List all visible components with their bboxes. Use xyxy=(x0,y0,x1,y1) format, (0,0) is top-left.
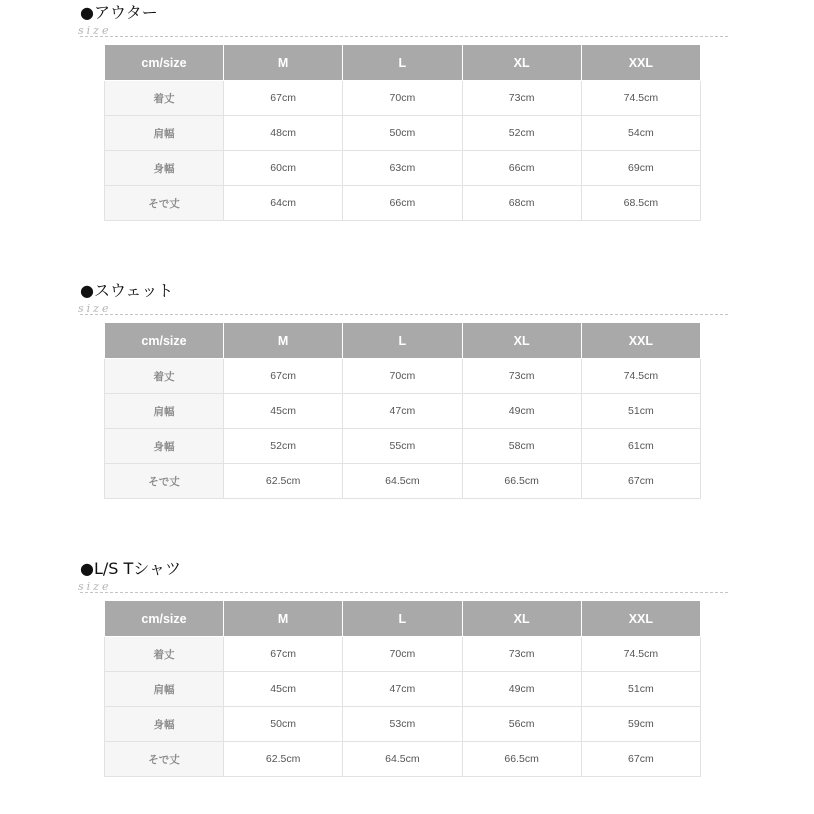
table-cell: 48cm xyxy=(224,116,343,151)
table-cell: 68cm xyxy=(462,186,581,221)
size-header-l: L xyxy=(343,45,462,81)
size-table xyxy=(104,600,701,777)
table-cell: 51cm xyxy=(581,672,700,707)
table-cell: 54cm xyxy=(581,116,700,151)
table-cell: 73cm xyxy=(462,637,581,672)
table-cell: 51cm xyxy=(581,394,700,429)
size-header-l: L xyxy=(343,323,462,359)
size-table xyxy=(104,322,701,499)
table-row xyxy=(105,637,701,672)
section-subtitle: size xyxy=(78,302,112,315)
table-cell: 52cm xyxy=(224,429,343,464)
section-title: ●L/S Tシャツ xyxy=(80,559,181,578)
row-label: 肩幅 xyxy=(105,672,224,707)
row-label: 着丈 xyxy=(105,359,224,394)
table-header-row xyxy=(105,323,701,359)
table-cell: 70cm xyxy=(343,359,462,394)
table-cell: 74.5cm xyxy=(581,637,700,672)
row-label: そで丈 xyxy=(105,464,224,499)
table-cell: 64.5cm xyxy=(343,742,462,777)
row-label: そで丈 xyxy=(105,742,224,777)
table-cell: 49cm xyxy=(462,672,581,707)
table-row xyxy=(105,464,701,499)
table-header-row xyxy=(105,601,701,637)
row-label: 身幅 xyxy=(105,707,224,742)
table-cell: 61cm xyxy=(581,429,700,464)
table-cell: 73cm xyxy=(462,359,581,394)
size-header-xl: XL xyxy=(462,45,581,81)
table-cell: 47cm xyxy=(343,394,462,429)
section-title: ●アウター xyxy=(80,3,158,22)
table-row xyxy=(105,429,701,464)
section-subtitle: size xyxy=(78,24,112,37)
table-row xyxy=(105,151,701,186)
header-label: cm/size xyxy=(105,323,224,359)
table-cell: 50cm xyxy=(343,116,462,151)
table-row xyxy=(105,394,701,429)
table-row xyxy=(105,116,701,151)
row-label: 着丈 xyxy=(105,637,224,672)
table-cell: 45cm xyxy=(224,672,343,707)
table-cell: 70cm xyxy=(343,637,462,672)
table-cell: 74.5cm xyxy=(581,359,700,394)
table-cell: 70cm xyxy=(343,81,462,116)
table-header-row xyxy=(105,45,701,81)
size-header-xl: XL xyxy=(462,323,581,359)
table-cell: 66cm xyxy=(343,186,462,221)
section-subtitle: size xyxy=(78,580,112,593)
size-header-xxl: XXL xyxy=(581,601,700,637)
table-cell: 53cm xyxy=(343,707,462,742)
row-label: 肩幅 xyxy=(105,394,224,429)
size-header-l: L xyxy=(343,601,462,637)
table-row xyxy=(105,672,701,707)
section-title: ●スウェット xyxy=(80,281,174,300)
table-cell: 68.5cm xyxy=(581,186,700,221)
table-row xyxy=(105,707,701,742)
table-cell: 67cm xyxy=(224,637,343,672)
size-table xyxy=(104,44,701,221)
table-cell: 60cm xyxy=(224,151,343,186)
size-header-m: M xyxy=(224,323,343,359)
table-cell: 55cm xyxy=(343,429,462,464)
size-header-xxl: XXL xyxy=(581,45,700,81)
table-cell: 63cm xyxy=(343,151,462,186)
table-cell: 67cm xyxy=(581,464,700,499)
table-cell: 64.5cm xyxy=(343,464,462,499)
table-row xyxy=(105,81,701,116)
size-header-xl: XL xyxy=(462,601,581,637)
row-label: 着丈 xyxy=(105,81,224,116)
table-cell: 49cm xyxy=(462,394,581,429)
table-cell: 58cm xyxy=(462,429,581,464)
table-cell: 73cm xyxy=(462,81,581,116)
table-row xyxy=(105,359,701,394)
size-header-m: M xyxy=(224,601,343,637)
table-cell: 45cm xyxy=(224,394,343,429)
row-label: そで丈 xyxy=(105,186,224,221)
dashed-divider xyxy=(80,314,728,315)
dashed-divider xyxy=(80,36,728,37)
table-cell: 50cm xyxy=(224,707,343,742)
table-cell: 62.5cm xyxy=(224,742,343,777)
dashed-divider xyxy=(80,592,728,593)
table-cell: 67cm xyxy=(224,81,343,116)
table-cell: 66.5cm xyxy=(462,742,581,777)
table-cell: 67cm xyxy=(581,742,700,777)
table-cell: 66cm xyxy=(462,151,581,186)
table-row xyxy=(105,186,701,221)
row-label: 肩幅 xyxy=(105,116,224,151)
size-header-m: M xyxy=(224,45,343,81)
table-cell: 59cm xyxy=(581,707,700,742)
table-cell: 67cm xyxy=(224,359,343,394)
table-cell: 66.5cm xyxy=(462,464,581,499)
table-row xyxy=(105,742,701,777)
table-cell: 56cm xyxy=(462,707,581,742)
header-label: cm/size xyxy=(105,45,224,81)
table-cell: 74.5cm xyxy=(581,81,700,116)
row-label: 身幅 xyxy=(105,429,224,464)
table-cell: 62.5cm xyxy=(224,464,343,499)
table-cell: 52cm xyxy=(462,116,581,151)
header-label: cm/size xyxy=(105,601,224,637)
table-cell: 69cm xyxy=(581,151,700,186)
row-label: 身幅 xyxy=(105,151,224,186)
size-header-xxl: XXL xyxy=(581,323,700,359)
table-cell: 47cm xyxy=(343,672,462,707)
table-cell: 64cm xyxy=(224,186,343,221)
